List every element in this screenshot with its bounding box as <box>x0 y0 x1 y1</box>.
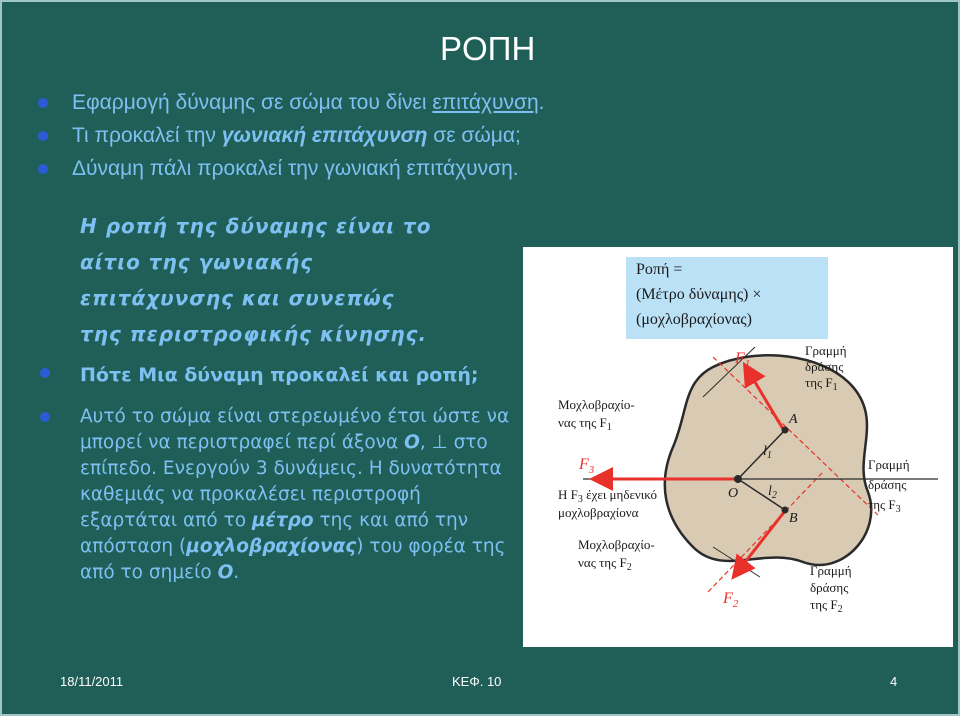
slide-title: ΡΟΠΗ <box>440 30 536 67</box>
point-a <box>782 427 789 434</box>
emphasis-angular-acceleration: γωνιακή επιτάχυνση <box>221 124 428 147</box>
label-b: B <box>789 511 798 526</box>
caption-line-of-action-f3: Γραμμή δράσης της $F_3$ <box>868 457 910 515</box>
torque-formula-box: Ροπή = (Μέτρο δύναμης) × (μοχλοβραχίονας) <box>626 257 828 339</box>
caption-zero-lever-arm: Η $F_3$ έχει μηδενικό μοχλοβραχίονα <box>558 487 658 520</box>
caption-line-of-action-f1: Γραμμή δράσης της $F_1$ <box>805 343 847 393</box>
label-f1: $F_1$ <box>735 350 751 370</box>
bullet-item: Τι προκαλεί την γωνιακή επιτάχυνση σε σώμα; <box>38 119 545 152</box>
point-b <box>782 507 789 514</box>
label-l2: $l_2$ <box>768 484 777 501</box>
bullet-icon <box>38 164 48 174</box>
caption-lever-arm-f1: Μοχλοβραχίο-νας της $F_1$ <box>558 397 635 433</box>
label-f3: $F_3$ <box>579 456 595 476</box>
pivot-point-o <box>734 475 742 483</box>
torque-figure <box>523 247 953 647</box>
caption-lever-arm-f2: Μοχλοβραχίο-νας της $F_2$ <box>578 537 655 573</box>
footer-date: 18/11/2011 <box>60 674 124 689</box>
slide-number: 4 <box>890 674 898 689</box>
question-text: Πότε Μια δύναμη προκαλεί και ροπή; <box>40 360 520 390</box>
torque-definition: Η ροπή της δύναμης είναι το αίτιο της γωνιακής επιτάχυνσης και συνεπώς της περιστροφικής κίνησης. <box>80 214 432 346</box>
question-block <box>40 360 520 586</box>
bullet-item: Εφαρμογή δύναμης σε σώμα του δίνει επιτάχυνση. <box>38 86 545 119</box>
caption-line-of-action-f2: Γραμμή δράσης της $F_2$ <box>810 563 852 615</box>
bullet-item: Δύναμη πάλι προκαλεί την γωνιακή επιτάχυνση. <box>38 152 545 185</box>
label-o: O <box>728 486 739 501</box>
bullet-icon <box>38 98 48 108</box>
footer-chapter: ΚΕΦ. 10 <box>452 674 502 689</box>
label-f2: $F_2$ <box>723 590 739 610</box>
bullet-icon <box>38 131 48 141</box>
label-l1: $l_1$ <box>763 444 772 461</box>
answer-text: Αυτό το σώμα είναι στερεωμένο έτσι ώστε να μπορεί να περιστραφεί περί άξονα Ο, ⊥ στο επίπεδο. Ενεργούν 3 δυνάμεις. Η δυνατότητα καθεμιάς να προκαλέσει περιστροφή εξαρτάται από το μέτρο της και από την απόσταση (μοχλοβραχίονας) του φορέα της από το σημείο Ο. <box>40 404 520 586</box>
bullet-list <box>38 86 545 185</box>
bullet-icon <box>40 368 50 378</box>
link-acceleration[interactable]: επιτάχυνση <box>432 91 539 114</box>
rigid-body-diagram <box>523 247 953 647</box>
label-a: A <box>789 412 798 427</box>
bullet-icon <box>40 412 50 422</box>
